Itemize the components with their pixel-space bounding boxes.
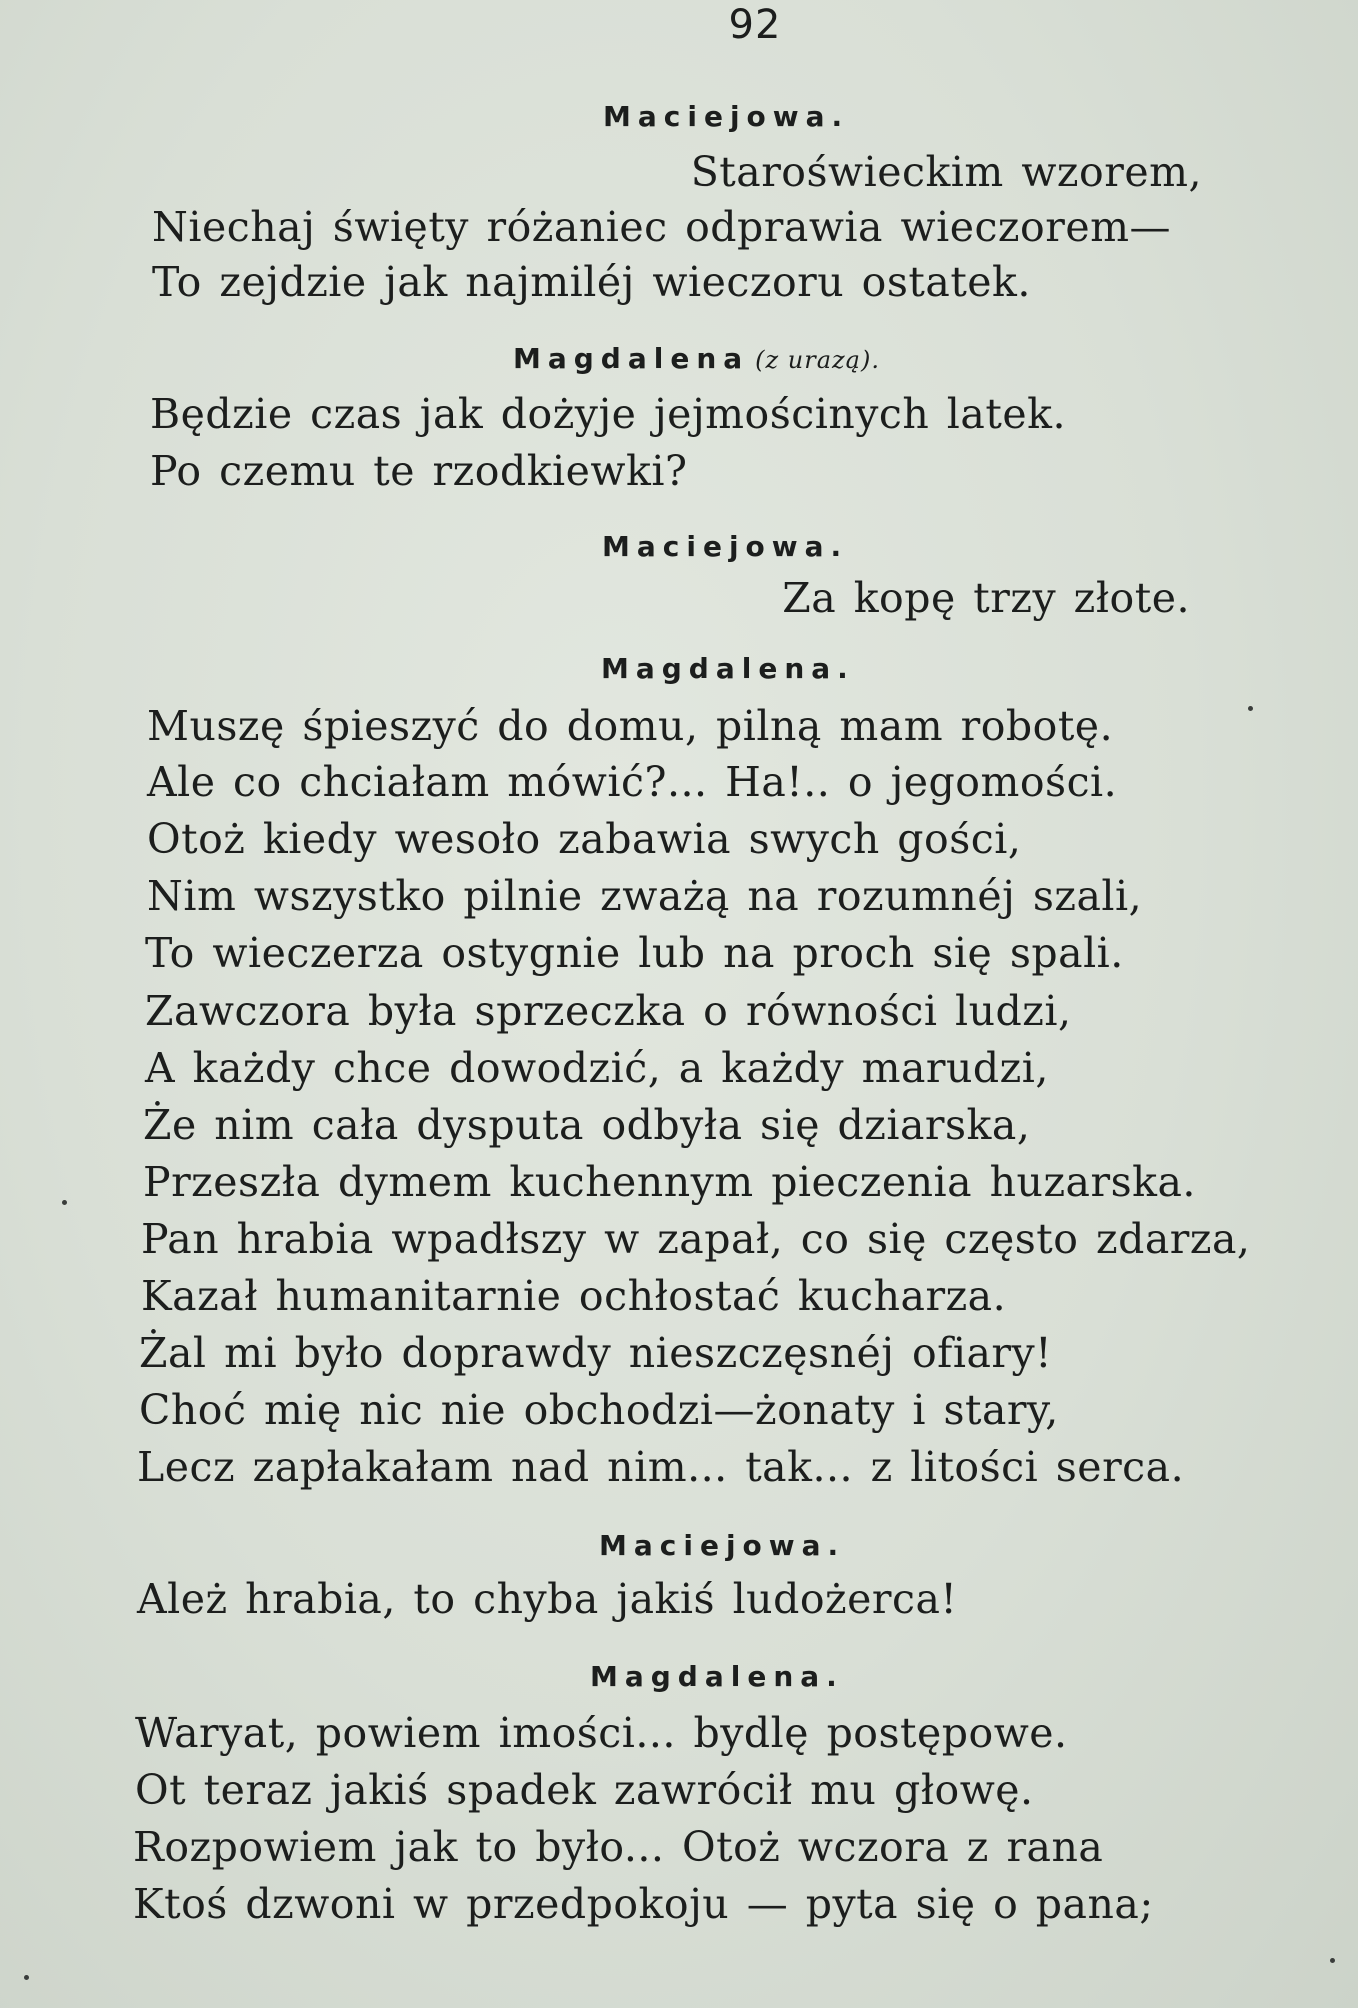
speaker-heading [590, 1660, 844, 1693]
verse-line: Nim wszystko pilnie zważą na rozumnéj szali, [147, 872, 1143, 920]
verse-line: Niechaj święty różaniec odprawia wieczorem— [152, 203, 1171, 251]
speaker-heading [601, 652, 855, 685]
speaker-heading [599, 1529, 845, 1562]
verse-line: Ktoś dzwoni w przedpokoju — pyta się o pana; [133, 1880, 1154, 1928]
stage-direction: (z urazą). [755, 346, 880, 374]
verse-line: A każdy chce dowodzić, a każdy marudzi, [145, 1044, 1049, 1092]
verse-line: Choć mię nic nie obchodzi—żonaty i stary, [139, 1386, 1059, 1434]
verse-line: Rozpowiem jak to było... Otoż wczora z rana [133, 1823, 1104, 1871]
verse-line: Ot teraz jakiś spadek zawrócił mu głowę. [135, 1766, 1034, 1814]
verse-line: Muszę śpieszyć do domu, pilną mam robotę. [147, 702, 1114, 750]
verse-line: Waryat, powiem imości... bydlę postępowe. [135, 1709, 1068, 1757]
verse-line: Lecz zapłakałam nad nim... tak... z litości serca. [137, 1443, 1185, 1491]
verse-line: Będzie czas jak dożyje jejmościnych latek. [150, 390, 1066, 438]
scan-speck [62, 1200, 67, 1205]
scan-speck [24, 1975, 29, 1980]
verse-line: Pan hrabia wpadłszy w zapał, co się często zdarza, [141, 1215, 1251, 1263]
verse-line: Ależ hrabia, to chyba jakiś ludożerca! [137, 1575, 958, 1623]
scan-speck [1248, 706, 1253, 711]
verse-line: Staroświeckim wzorem, [690, 148, 1202, 196]
speaker-name: Magdalena [513, 342, 750, 375]
speaker-name: Maciejowa. [602, 530, 849, 563]
verse-line: Po czemu te rzodkiewki? [150, 447, 688, 495]
verse-line: Przeszła dymem kuchennym pieczenia huzarska. [143, 1158, 1196, 1206]
verse-line: Zawczora była sprzeczka o równości ludzi, [145, 987, 1072, 1035]
verse-line: Żal mi było doprawdy nieszczęsnéj ofiary! [139, 1329, 1053, 1377]
verse-line: Ale co chciałam mówić?... Ha!.. o jegomości. [147, 758, 1118, 806]
verse-line: To wieczerza ostygnie lub na proch się spali. [145, 929, 1124, 977]
verse-line: Za kopę trzy złote. [782, 574, 1190, 622]
speaker-name: Maciejowa. [603, 100, 850, 133]
verse-line: Otoż kiedy wesoło zabawia swych gości, [147, 815, 1022, 863]
speaker-heading [602, 530, 848, 563]
verse-line: Że nim cała dysputa odbyła się dziarska, [143, 1101, 1031, 1149]
scan-speck [1330, 1958, 1335, 1963]
speaker-name: Magdalena. [601, 652, 855, 685]
speaker-heading [603, 100, 849, 133]
verse-line: To zejdzie jak najmiléj wieczoru ostatek. [152, 258, 1031, 306]
speaker-heading [513, 342, 880, 375]
page-number: 92 [728, 2, 782, 48]
speaker-name: Magdalena. [590, 1660, 844, 1693]
verse-line: Kazał humanitarnie ochłostać kucharza. [141, 1272, 1007, 1320]
speaker-name: Maciejowa. [599, 1529, 846, 1562]
